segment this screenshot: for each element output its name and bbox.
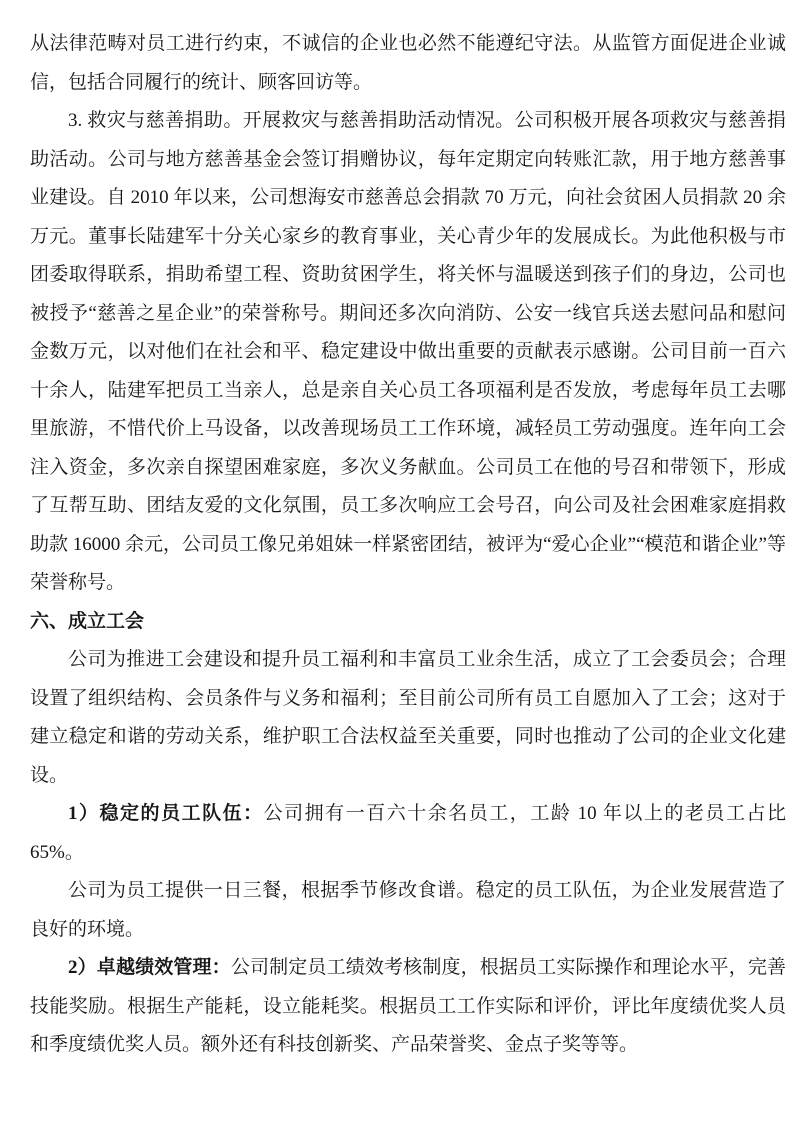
paragraph-union-committee <box>30 641 786 795</box>
text-run: 3. 救灾与慈善捐助。开展救灾与慈善捐助活动情况。公司积极开展各项救灾与慈善捐助活动。公司与地方慈善基金会签订捐赠协议，每年定期定向转账汇款，用于地方慈善事业建设。自 2010 年以来，公司想海安市慈善总会捐款 70 万元，向社会贫困人员捐款 20 余万元。董事长陆建军十分关心家乡的教育事业，关心青少年的发展成长。为此他积极与市团委取得联系，捐助希望工程、资助贫困学生，将关怀与温暖送到孩子们的身边，公司也被授予“慈善之星企业”的荣誉称号。期间还多次向消防、公安一线官兵送去慰问品和慰问金数万元，以对他们在社会和平、稳定建设中做出重要的贡献表示感谢。公司目前一百六十余人，陆建军把员工当亲人，总是亲自关心员工各项福利是否发放，考虑每年员工去哪里旅游，不惜代价上马设备，以改善现场员工工作环境，减轻员工劳动强度。连年向工会注入资金，多次亲自探望困难家庭，多次义务献血。公司员工在他的号召和带领下，形成了互帮互助、团结友爱的文化氛围，员工多次响应工会号召，向公司及社会困难家庭捐救助款 16000 余元，公司员工像兄弟姐妹一样紧密团结，被评为“爱心企业”“模范和谐企业”等荣誉称号。 <box>30 110 786 593</box>
text-run: 公司为推进工会建设和提升员工福利和丰富员工业余生活，成立了工会委员会；合理设置了组织结构、会员条件与义务和福利；至目前公司所有员工自愿加入了工会；这对于建立稳定和谐的劳动关系，维护职工合法权益至关重要，同时也推动了公司的企业文化建设。 <box>30 649 786 786</box>
bold-text-run: 六、成立工会 <box>30 610 145 632</box>
heading-establish-union <box>30 603 786 642</box>
paragraph-integrity-continuation <box>30 25 786 102</box>
paragraph-charity-donation <box>30 102 786 603</box>
paragraph-stable-staff <box>30 795 786 872</box>
document-body <box>30 25 786 1065</box>
paragraph-staff-meals <box>30 872 786 949</box>
text-run: 公司制定员工绩效考核制度，根据员工实际操作和理论水平，完善技能奖励。根据生产能耗，设立能耗奖。根据员工工作实际和评价，评比年度绩优奖人员和季度绩优奖人员。额外还有科技创新奖、产品荣誉奖、金点子奖等等。 <box>30 957 786 1055</box>
paragraph-performance-management <box>30 949 786 1065</box>
bold-text-run: 2）卓越绩效管理： <box>68 957 231 978</box>
bold-text-run: 1）稳定的员工队伍： <box>68 803 264 824</box>
text-run: 从法律范畴对员工进行约束，不诚信的企业也必然不能遵纪守法。从监管方面促进企业诚信，包括合同履行的统计、顾客回访等。 <box>30 33 786 93</box>
text-run: 公司拥有一百六十余名员工，工龄 10 年以上的老员工占比 65%。 <box>30 803 786 863</box>
text-run: 公司为员工提供一日三餐，根据季节修改食谱。稳定的员工队伍，为企业发展营造了良好的环境。 <box>30 880 786 940</box>
